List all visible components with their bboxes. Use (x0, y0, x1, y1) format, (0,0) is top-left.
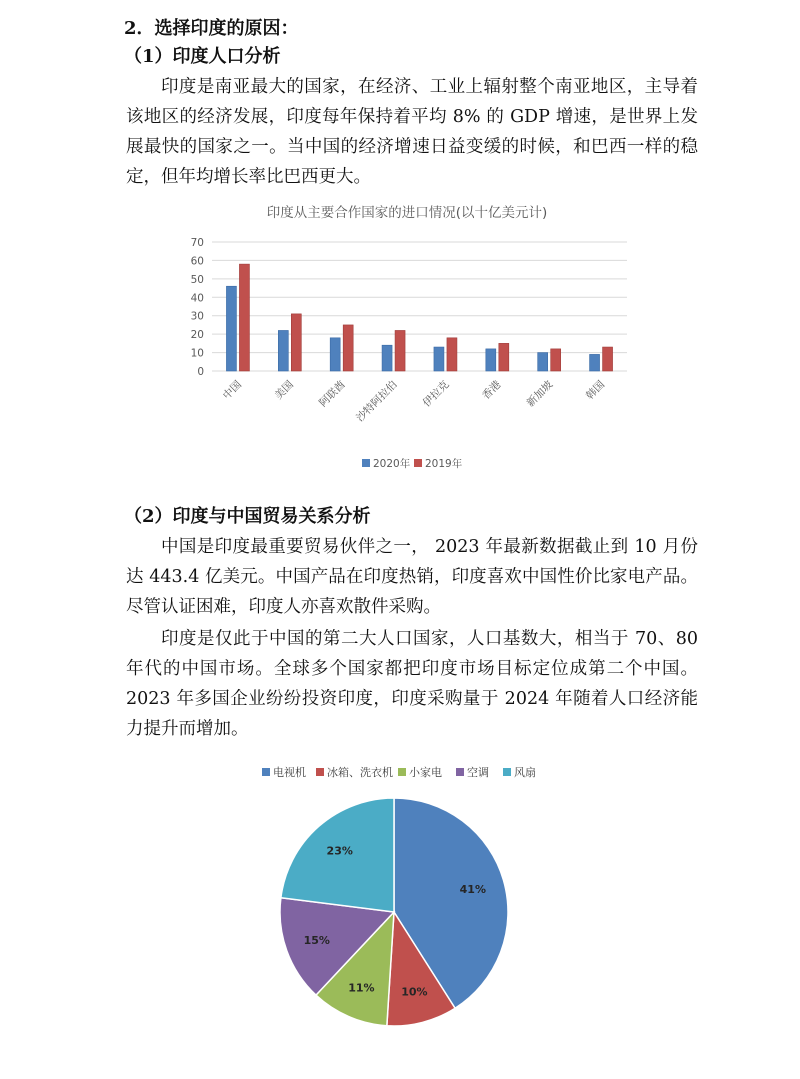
bar (395, 330, 405, 371)
pie-value-label: 15% (303, 933, 330, 947)
y-tick-label: 30 (190, 310, 204, 323)
legend-label: 电视机 (273, 766, 306, 779)
y-tick-label: 50 (190, 273, 204, 286)
bar (239, 264, 249, 371)
legend-swatch (316, 768, 324, 776)
paragraph-china-trade: 中国是印度最重要贸易伙伴之一， 2023 年最新数据截止到 10 月份达 443.4 亿美元。中国产品在印度热销，印度喜欢中国性价比家电产品。尽管认证困难，印度人亦喜欢散件采购。 (126, 537, 698, 617)
legend-swatch (503, 768, 511, 776)
y-tick-label: 60 (190, 255, 204, 268)
bar (590, 354, 600, 371)
bar (538, 353, 548, 371)
pie-value-label: 23% (326, 844, 353, 858)
bar (343, 325, 353, 371)
x-tick-label: 新加坡 (524, 378, 556, 410)
legend-swatch (414, 459, 422, 467)
legend-label: 空调 (467, 766, 489, 779)
bar (226, 286, 236, 371)
legend-label: 2019年 (425, 458, 463, 470)
pie-value-label: 10% (401, 985, 428, 999)
legend-swatch (456, 768, 464, 776)
y-tick-label: 70 (190, 237, 204, 249)
pie-value-label: 11% (348, 981, 375, 995)
x-tick-label: 沙特阿拉伯 (354, 378, 400, 425)
x-tick-label: 伊拉克 (420, 378, 452, 410)
legend-label: 风扇 (514, 766, 536, 779)
pie-value-label: 41% (459, 883, 486, 897)
paragraph-india-market: 印度是仅此于中国的第二大人口国家，人口基数大，相当于 70、80 年代的中国市场。全球多个国家都把印度市场目标定位成第二个中国。2023 年多国企业纷纷投资印度，印度采购量于 2024 年随着人口经济能力提升而增加。 (126, 629, 698, 739)
subheading-population: （1）印度人口分析 (124, 46, 281, 67)
section-heading: 2．选择印度的原因： (124, 18, 299, 39)
legend-swatch (362, 459, 370, 467)
x-tick-label: 阿联酋 (317, 378, 348, 410)
paragraph-india-economy: 印度是南亚最大的国家，在经济、工业上辐射整个南亚地区，主导着该地区的经济发展，印度每年保持着平均 8% 的 GDP 增速，是世界上发展最快的国家之一。当中国的经济增速日益变缓的时候，和巴西一样的稳定，但年均增长率比巴西更大。 (126, 77, 698, 187)
y-tick-label: 20 (190, 329, 204, 342)
legend-label: 冰箱、洗衣机 (327, 766, 393, 779)
bar (551, 349, 561, 371)
legend-swatch (398, 768, 406, 776)
x-tick-label: 美国 (272, 378, 296, 402)
y-tick-label: 10 (190, 347, 204, 360)
bar (486, 349, 496, 371)
bar (330, 338, 340, 371)
bar-chart-imports (172, 195, 642, 484)
pie-chart-svg (240, 760, 560, 1035)
bar-chart-svg (172, 195, 642, 480)
bar (447, 338, 457, 371)
legend-label: 小家电 (409, 766, 442, 779)
bar (382, 345, 392, 371)
x-tick-label: 中国 (220, 378, 245, 402)
bar (603, 347, 613, 371)
bar (434, 347, 444, 371)
pie-chart-appliances (240, 760, 560, 1039)
y-tick-label: 0 (197, 366, 204, 378)
legend-label: 2020年 (373, 458, 411, 470)
legend-swatch (262, 768, 270, 776)
x-tick-label: 香港 (480, 378, 504, 402)
x-tick-label: 韩国 (583, 378, 608, 402)
y-tick-label: 40 (190, 292, 204, 305)
bar (499, 343, 509, 371)
chart-title: 印度从主要合作国家的进口情况(以十亿美元计) (266, 205, 548, 221)
subheading-trade: （2）印度与中国贸易关系分析 (124, 506, 371, 527)
bar (278, 330, 288, 371)
bar (291, 314, 301, 371)
